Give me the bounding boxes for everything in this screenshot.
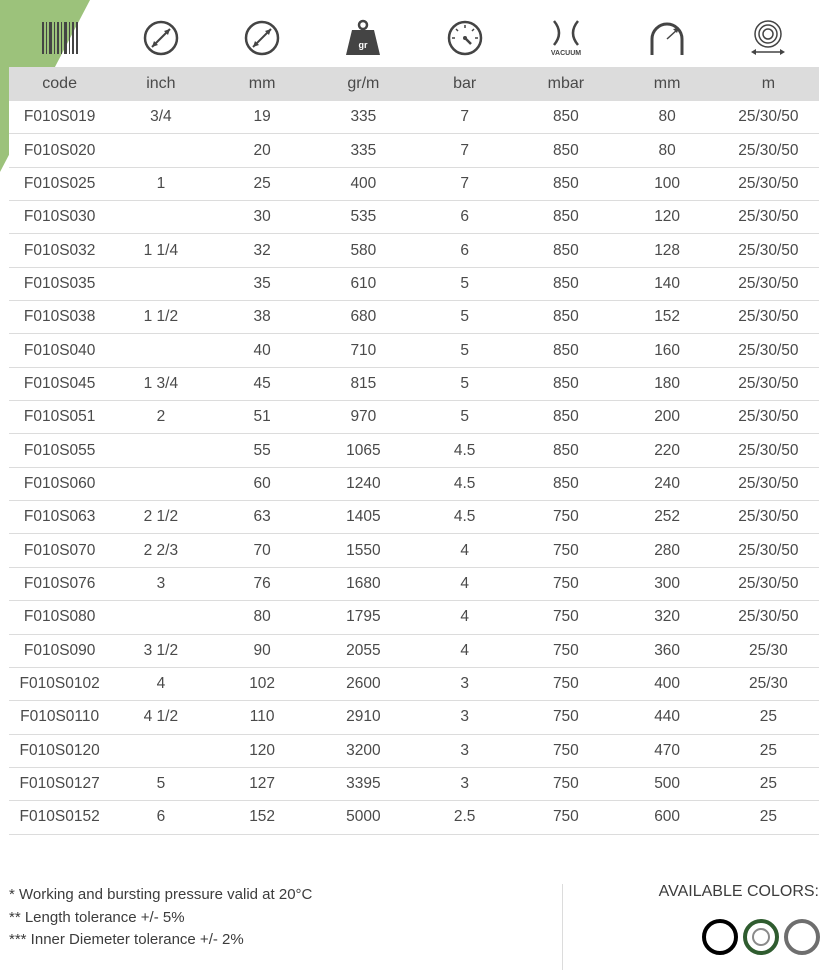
table-row bbox=[9, 801, 819, 834]
table-cell: F010S030 bbox=[23, 208, 96, 226]
table-cell: 7 bbox=[460, 174, 469, 192]
color-swatch-black bbox=[702, 919, 738, 955]
table-cell: 76 bbox=[253, 574, 271, 592]
table-cell: 120 bbox=[654, 208, 681, 226]
table-cell: 25/30/50 bbox=[738, 174, 799, 192]
table-cell: 70 bbox=[253, 541, 271, 559]
table-cell: F010S063 bbox=[23, 508, 96, 526]
pressure-gauge-icon bbox=[414, 14, 515, 62]
table-row bbox=[9, 234, 819, 267]
table-cell: 80 bbox=[253, 608, 271, 626]
table-cell: 970 bbox=[350, 408, 377, 426]
table-cell: 750 bbox=[552, 741, 579, 759]
table-cell: 7 bbox=[460, 141, 469, 159]
table-cell: 152 bbox=[249, 808, 276, 826]
footnote: * Working and bursting pressure valid at 20°C bbox=[9, 886, 313, 903]
table-cell: 140 bbox=[654, 274, 681, 292]
table-cell: 5 bbox=[460, 308, 469, 326]
table-cell: 500 bbox=[654, 775, 681, 793]
table-cell: 25/30/50 bbox=[738, 208, 799, 226]
footnote: ** Length tolerance +/- 5% bbox=[9, 908, 185, 926]
table-cell bbox=[110, 268, 211, 300]
table-cell: 2910 bbox=[346, 708, 381, 726]
table-row bbox=[9, 368, 819, 401]
footnotes bbox=[9, 884, 312, 952]
table-cell: 120 bbox=[249, 741, 276, 759]
table-cell: 850 bbox=[552, 241, 579, 259]
table-cell: 25 bbox=[759, 775, 777, 793]
table-cell bbox=[110, 434, 211, 466]
table-cell: 3/4 bbox=[150, 108, 172, 126]
table-cell: 32 bbox=[253, 241, 271, 259]
table-cell: 750 bbox=[552, 675, 579, 693]
column-header: inch bbox=[146, 75, 176, 92]
color-swatch-inner-ring bbox=[752, 928, 770, 946]
table-cell: 25/30/50 bbox=[738, 374, 799, 392]
table-cell: 2 1/2 bbox=[143, 508, 179, 526]
table-cell: 19 bbox=[253, 108, 271, 126]
table-cell: 335 bbox=[350, 108, 377, 126]
table-cell: 400 bbox=[654, 675, 681, 693]
table-cell: 680 bbox=[350, 308, 377, 326]
table-header-row bbox=[9, 67, 819, 101]
table-cell: 750 bbox=[552, 708, 579, 726]
table-cell: 850 bbox=[552, 274, 579, 292]
table-cell: 3 bbox=[156, 574, 166, 592]
table-cell: 80 bbox=[658, 108, 676, 126]
table-cell: 750 bbox=[552, 508, 579, 526]
table-cell: 400 bbox=[350, 174, 377, 192]
table-cell: 7 bbox=[460, 108, 469, 126]
table-cell: 750 bbox=[552, 775, 579, 793]
table-cell: 4 bbox=[460, 641, 469, 659]
table-cell: F010S060 bbox=[23, 474, 96, 492]
table-cell: 25/30 bbox=[748, 641, 788, 659]
column-header: m bbox=[761, 75, 776, 92]
table-cell: 5 bbox=[460, 274, 469, 292]
table-cell: F010S045 bbox=[23, 374, 96, 392]
table-cell: 4 bbox=[460, 574, 469, 592]
table-cell: 5 bbox=[460, 341, 469, 359]
table-cell: 252 bbox=[654, 508, 681, 526]
column-icon-row bbox=[9, 14, 819, 62]
table-cell: 30 bbox=[253, 208, 271, 226]
table-cell: 3200 bbox=[346, 741, 381, 759]
table-cell: 180 bbox=[654, 374, 681, 392]
table-cell: 850 bbox=[552, 308, 579, 326]
table-cell: 25 bbox=[759, 708, 777, 726]
table-cell: 25/30/50 bbox=[738, 608, 799, 626]
table-cell bbox=[110, 735, 211, 767]
table-cell: 51 bbox=[253, 408, 271, 426]
table-cell: 25/30 bbox=[748, 675, 788, 693]
table-cell: 470 bbox=[654, 741, 681, 759]
barcode-icon bbox=[9, 14, 110, 62]
table-cell: 535 bbox=[350, 208, 377, 226]
footnote: *** Inner Diemeter tolerance +/- 2% bbox=[9, 931, 244, 948]
table-cell: 1 1/4 bbox=[143, 241, 179, 259]
table-cell: 160 bbox=[654, 341, 681, 359]
table-cell: F010S035 bbox=[23, 274, 96, 292]
diameter-mm-icon bbox=[212, 14, 313, 62]
color-swatch-grey bbox=[784, 919, 820, 955]
table-cell: 2600 bbox=[346, 675, 381, 693]
table-cell: F010S040 bbox=[23, 341, 96, 359]
column-header: mm bbox=[653, 75, 681, 92]
table-row bbox=[9, 168, 819, 201]
footer-divider bbox=[562, 884, 563, 970]
table-cell: 6 bbox=[156, 808, 166, 826]
table-cell: 4 bbox=[460, 608, 469, 626]
table-cell: 128 bbox=[654, 241, 681, 259]
table-row bbox=[9, 768, 819, 801]
table-cell: 750 bbox=[552, 574, 579, 592]
table-cell: 25/30/50 bbox=[738, 508, 799, 526]
table-cell: 5 bbox=[460, 408, 469, 426]
table-cell: F010S055 bbox=[23, 441, 96, 459]
table-row bbox=[9, 635, 819, 668]
table-cell: 1 bbox=[156, 174, 166, 192]
table-cell: F010S019 bbox=[23, 108, 96, 126]
table-row bbox=[9, 701, 819, 734]
table-row bbox=[9, 468, 819, 501]
table-cell: 1 3/4 bbox=[143, 374, 179, 392]
table-cell bbox=[110, 601, 211, 633]
table-cell: F010S090 bbox=[23, 641, 96, 659]
coil-length-icon bbox=[718, 14, 819, 62]
table-cell: 25/30/50 bbox=[738, 541, 799, 559]
table-row bbox=[9, 501, 819, 534]
table-cell: 25/30/50 bbox=[738, 308, 799, 326]
table-cell: 850 bbox=[552, 208, 579, 226]
table-cell: 6 bbox=[460, 241, 469, 259]
table-cell: F010S038 bbox=[23, 308, 96, 326]
table-cell: 1 1/2 bbox=[143, 308, 179, 326]
table-cell: 3395 bbox=[346, 775, 381, 793]
table-cell: 25/30/50 bbox=[738, 341, 799, 359]
table-cell: 2055 bbox=[346, 641, 381, 659]
table-cell: 220 bbox=[654, 441, 681, 459]
table-cell: 240 bbox=[654, 474, 681, 492]
table-cell: 280 bbox=[654, 541, 681, 559]
table-cell: 45 bbox=[253, 374, 271, 392]
table-cell: 750 bbox=[552, 808, 579, 826]
table-cell: 3 bbox=[460, 675, 469, 693]
table-cell: F010S020 bbox=[23, 141, 96, 159]
table-row bbox=[9, 568, 819, 601]
table-cell: 40 bbox=[253, 341, 271, 359]
table-cell: 850 bbox=[552, 474, 579, 492]
table-cell: 1680 bbox=[346, 574, 381, 592]
table-cell: 360 bbox=[654, 641, 681, 659]
table-cell: F010S070 bbox=[23, 541, 96, 559]
table-cell: 850 bbox=[552, 374, 579, 392]
spec-table-body bbox=[9, 101, 819, 835]
table-cell: 610 bbox=[350, 274, 377, 292]
table-cell: 25/30/50 bbox=[738, 441, 799, 459]
table-cell: 25 bbox=[759, 741, 777, 759]
table-cell: 55 bbox=[253, 441, 271, 459]
table-row bbox=[9, 334, 819, 367]
table-row bbox=[9, 735, 819, 768]
table-cell: 4 bbox=[156, 675, 166, 693]
table-row bbox=[9, 668, 819, 701]
table-cell: 750 bbox=[552, 608, 579, 626]
bend-radius-icon bbox=[617, 14, 718, 62]
table-cell: 600 bbox=[654, 808, 681, 826]
table-cell: 35 bbox=[253, 274, 271, 292]
table-cell: 80 bbox=[658, 141, 676, 159]
color-swatch-green bbox=[743, 919, 779, 955]
table-cell: 38 bbox=[253, 308, 271, 326]
table-cell: 5000 bbox=[346, 808, 381, 826]
column-header: code bbox=[42, 75, 77, 92]
table-cell: F010S025 bbox=[23, 174, 96, 192]
diameter-inch-icon bbox=[110, 14, 211, 62]
table-cell: 3 bbox=[460, 775, 469, 793]
table-cell: 1065 bbox=[346, 441, 381, 459]
table-cell: 5 bbox=[460, 374, 469, 392]
column-header: bar bbox=[453, 75, 477, 92]
table-cell: 1550 bbox=[346, 541, 381, 559]
table-cell: F010S0152 bbox=[19, 808, 100, 826]
table-cell: 850 bbox=[552, 141, 579, 159]
table-cell: 815 bbox=[350, 374, 377, 392]
column-header: mm bbox=[248, 75, 276, 92]
table-cell bbox=[110, 201, 211, 233]
table-cell: 300 bbox=[654, 574, 681, 592]
table-cell: 25 bbox=[759, 808, 777, 826]
table-cell: 20 bbox=[253, 141, 271, 159]
table-cell: 25/30/50 bbox=[738, 141, 799, 159]
table-cell: F010S0110 bbox=[20, 708, 100, 726]
table-cell: 100 bbox=[654, 174, 681, 192]
table-cell: 1795 bbox=[346, 608, 381, 626]
table-cell: 25/30/50 bbox=[738, 408, 799, 426]
table-cell: 750 bbox=[552, 541, 579, 559]
table-cell: 5 bbox=[156, 775, 166, 793]
table-row bbox=[9, 401, 819, 434]
available-colors-title: AVAILABLE COLORS: bbox=[658, 883, 819, 900]
table-cell: 25/30/50 bbox=[738, 274, 799, 292]
vacuum-icon-label: VACUUM bbox=[550, 50, 581, 57]
table-cell: F010S0102 bbox=[19, 675, 100, 693]
table-row bbox=[9, 434, 819, 467]
table-cell: 3 bbox=[460, 741, 469, 759]
table-cell: 6 bbox=[460, 208, 469, 226]
table-cell: 2 bbox=[156, 408, 166, 426]
table-cell: 850 bbox=[552, 441, 579, 459]
table-cell: 102 bbox=[249, 675, 276, 693]
weight-icon bbox=[313, 14, 414, 62]
table-cell: 152 bbox=[654, 308, 681, 326]
table-row bbox=[9, 601, 819, 634]
table-cell: 710 bbox=[350, 341, 377, 359]
table-cell: 60 bbox=[253, 474, 271, 492]
table-cell: 63 bbox=[253, 508, 271, 526]
table-cell: 3 1/2 bbox=[143, 641, 179, 659]
table-cell: F010S080 bbox=[23, 608, 96, 626]
table-cell: 850 bbox=[552, 174, 579, 192]
table-cell bbox=[110, 134, 211, 166]
table-cell: 4.5 bbox=[453, 508, 476, 526]
table-cell: 4 bbox=[460, 541, 469, 559]
table-row bbox=[9, 534, 819, 567]
table-cell: 200 bbox=[654, 408, 681, 426]
table-cell: 1405 bbox=[346, 508, 381, 526]
table-cell: 25/30/50 bbox=[738, 574, 799, 592]
table-cell bbox=[110, 468, 211, 500]
color-swatches bbox=[702, 919, 820, 955]
vacuum-icon bbox=[515, 14, 616, 62]
table-cell: F010S032 bbox=[23, 241, 96, 259]
table-cell: 850 bbox=[552, 408, 579, 426]
table-cell: 4 1/2 bbox=[143, 708, 179, 726]
table-cell: 580 bbox=[350, 241, 377, 259]
table-row bbox=[9, 101, 819, 134]
weight-icon-label: gr bbox=[358, 40, 368, 50]
table-cell bbox=[110, 334, 211, 366]
table-cell: 750 bbox=[552, 641, 579, 659]
table-cell: 3 bbox=[460, 708, 469, 726]
table-cell: 90 bbox=[253, 641, 271, 659]
table-cell: 4.5 bbox=[453, 441, 476, 459]
table-cell: 25/30/50 bbox=[738, 108, 799, 126]
table-cell: 25/30/50 bbox=[738, 241, 799, 259]
table-cell: 25 bbox=[253, 174, 271, 192]
column-header: gr/m bbox=[347, 75, 380, 92]
table-cell: 1240 bbox=[346, 474, 381, 492]
table-row bbox=[9, 268, 819, 301]
table-row bbox=[9, 301, 819, 334]
table-cell: F010S051 bbox=[23, 408, 96, 426]
column-header: mbar bbox=[547, 75, 585, 92]
table-cell: 2.5 bbox=[453, 808, 476, 826]
table-cell: 335 bbox=[350, 141, 377, 159]
table-cell: 850 bbox=[552, 341, 579, 359]
table-row bbox=[9, 134, 819, 167]
table-cell: 850 bbox=[552, 108, 579, 126]
table-cell: 127 bbox=[249, 775, 276, 793]
table-cell: F010S0127 bbox=[19, 775, 100, 793]
table-row bbox=[9, 201, 819, 234]
table-cell: 440 bbox=[654, 708, 681, 726]
table-cell: 25/30/50 bbox=[738, 474, 799, 492]
table-cell: F010S076 bbox=[23, 574, 96, 592]
table-cell: F010S0120 bbox=[19, 741, 100, 759]
table-cell: 2 2/3 bbox=[143, 541, 179, 559]
table-cell: 110 bbox=[249, 708, 275, 726]
table-cell: 4.5 bbox=[453, 474, 476, 492]
table-cell: 320 bbox=[654, 608, 681, 626]
